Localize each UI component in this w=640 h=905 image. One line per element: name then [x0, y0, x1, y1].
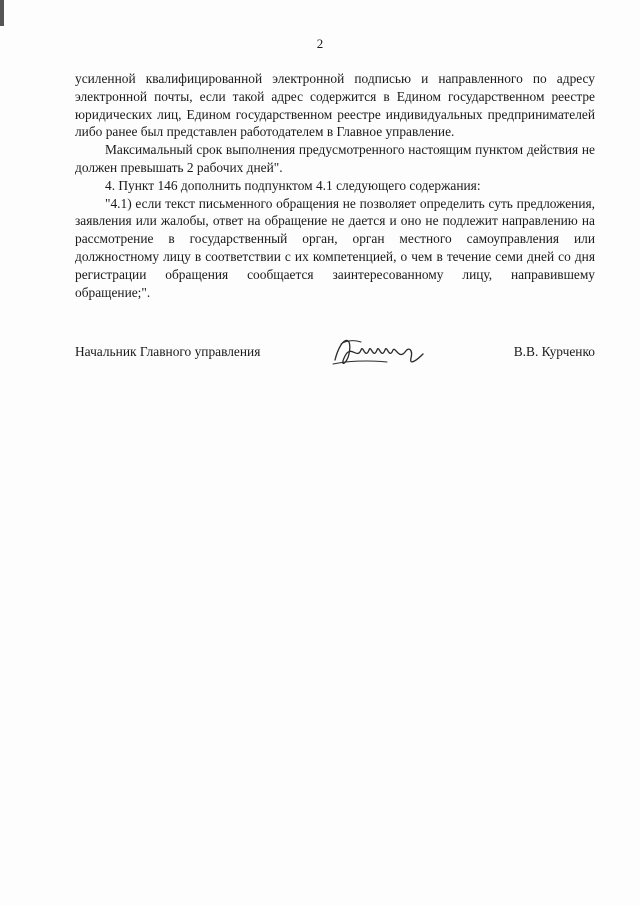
signature-block: [75, 336, 595, 376]
scan-edge-mark: [0, 0, 4, 26]
paragraph-continuation: усиленной квалифицированной электронной подписью и направленного по адресу электронной почты, если такой адрес содержится в Едином государственном реестре юридических лиц, Едином государственном реестре индивидуальных предпринимателей либо ранее был представлен работодателем в Главное управление.: [75, 71, 595, 140]
paragraph-amendment: 4. Пункт 146 дополнить подпунктом 4.1 следующего содержания:: [105, 177, 481, 193]
page-number: 2: [316, 36, 324, 51]
document-body: [75, 70, 595, 301]
handwritten-signature: [327, 330, 437, 374]
signatory-position: Начальник Главного управления: [75, 344, 261, 359]
signatory-name: В.В. Курченко: [513, 344, 595, 359]
paragraph-deadline: Максимальный срок выполнения предусмотренного настоящим пунктом действия не должен превышать 2 рабочих дней".: [75, 142, 595, 175]
paragraph-subclause: "4.1) если текст письменного обращения не позволяет определить суть предложения, заявления или жалобы, ответ на обращение не дается и оно не подлежит направлению на рассмотрение в государственный орган, орган местного самоуправления или должностному лицу в соответствии с их компетенцией, о чем в течение семи дней со дня регистрации обращения сообщается заинтересованному лицу, направившему обращение;".: [75, 195, 595, 300]
